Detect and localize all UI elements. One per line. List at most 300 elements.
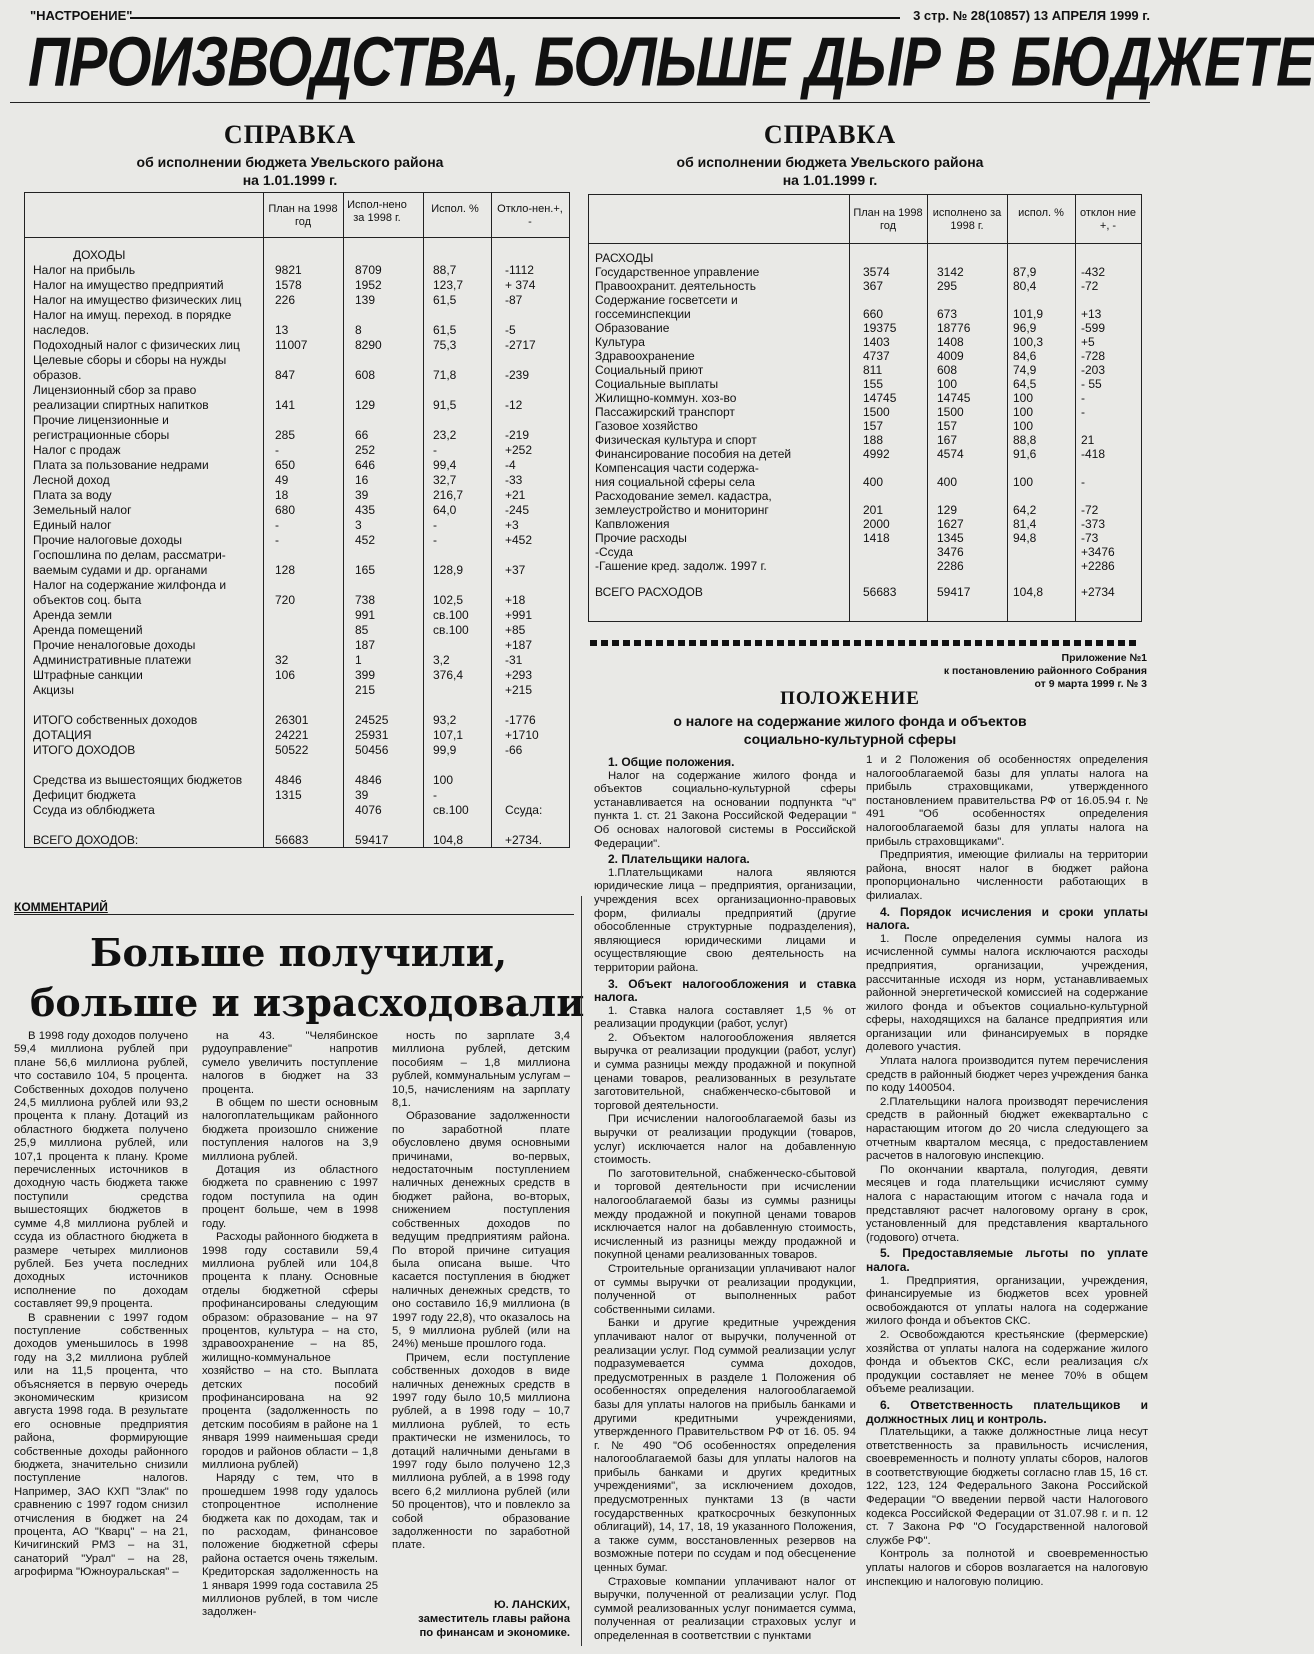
income-cell: -66 <box>505 743 523 757</box>
income-row-label: Налог на имущество физических лиц <box>33 293 242 307</box>
income-cell: 50522 <box>275 743 309 757</box>
law-paragraph: Налог на содержание жилого фонда и объектов социально-культурной сферы устанавливается на основании подпункта "ч" пункта 1. ст. 21 Закона Российской Федерации " Об основах налоговой системы в Российской Федерации". <box>594 769 856 850</box>
expense-cell: 74,9 <box>1013 363 1037 377</box>
income-row-label: Налог на содержание жилфонда и <box>33 578 227 592</box>
income-cell: +37 <box>505 563 526 577</box>
income-cell: +18 <box>505 593 526 607</box>
income-cell: +21 <box>505 488 526 502</box>
law-paragraph: При исчислении налогооблагаемой базы из выручки от реализации продукции (товаров, услуг) исключается налог на добавленную стоимость. <box>594 1113 856 1167</box>
income-cell: 107,1 <box>433 728 464 742</box>
comment-label: КОММЕНТАРИЙ <box>14 900 108 914</box>
expense-cell: 167 <box>937 433 958 447</box>
law-paragraph: Уплата налога производится путем перечисления средств в районный бюджет через учреждения банка по коду 1400504. <box>866 1055 1148 1095</box>
income-cell: -239 <box>505 368 530 382</box>
income-table <box>24 192 570 848</box>
expense-cell: 673 <box>937 307 958 321</box>
comment-column-2 <box>202 1030 378 1620</box>
income-cell: -33 <box>505 473 523 487</box>
income-cell: 165 <box>355 563 376 577</box>
income-cell: 285 <box>275 428 296 442</box>
income-cell: -2717 <box>505 338 536 352</box>
expense-cell: 100,3 <box>1013 335 1044 349</box>
income-row-label: Подоходный налог с физических лиц <box>33 338 240 352</box>
expense-cell: 101,9 <box>1013 307 1044 321</box>
polozhenie-subtitle-1: о налоге на содержание жилого фонда и объектов <box>673 713 1027 729</box>
income-cell: 39 <box>355 488 369 502</box>
income-row-label: Прочие неналоговые доходы <box>33 638 196 652</box>
income-row-label: объектов соц. быта <box>33 593 142 607</box>
comment-rule <box>14 914 574 915</box>
income-cell: - <box>433 443 437 457</box>
expense-cell: +2734 <box>1081 585 1115 599</box>
comment-column-3 <box>392 1030 570 1553</box>
income-cell: 18 <box>275 488 289 502</box>
law-paragraph: Предприятия, имеющие филиалы на территории района, вносят налог в бюджет района пропорционально численности работающих в филиалах. <box>866 849 1148 902</box>
polozhenie-subtitle-2: социально-культурной сферы <box>743 731 957 747</box>
income-cell: 435 <box>355 503 376 517</box>
income-cell: 13 <box>275 323 289 337</box>
income-cell: -87 <box>505 293 523 307</box>
income-cell: 61,5 <box>433 323 457 337</box>
income-row-label: Дефицит бюджета <box>33 788 136 802</box>
income-cell: 26301 <box>275 713 309 727</box>
income-cell: 8290 <box>355 338 382 352</box>
income-cell: 24221 <box>275 728 309 742</box>
expense-cell: 3476 <box>937 545 964 559</box>
expense-row-label: Содержание госветсети и <box>595 293 738 307</box>
income-cell: - <box>275 533 279 547</box>
expense-table <box>588 194 1142 622</box>
polozhenie-title: ПОЛОЖЕНИЕ <box>780 688 920 709</box>
income-cell: 991 <box>355 608 376 622</box>
income-cell: 1578 <box>275 278 302 292</box>
expense-cell: 21 <box>1081 433 1095 447</box>
income-cell: 75,3 <box>433 338 457 352</box>
income-cell: св.100 <box>433 803 469 817</box>
income-cell: 106 <box>275 668 296 682</box>
law-paragraph: 2. Объектом налогообложения является выручка от реализации продукции (работ, услуг) и сумма разницы между продажной и покупной ценами товаров, реализованных в результате заготовительной, снабженческо-сбытовой и торговой деятельности. <box>594 1031 856 1112</box>
expense-cell: 4009 <box>937 349 964 363</box>
expense-row-label: Финансирование пособия на детей <box>595 447 792 461</box>
income-cell: 25931 <box>355 728 389 742</box>
expense-cell: -728 <box>1081 349 1106 363</box>
comment-column-1 <box>14 1030 188 1580</box>
income-row-label: Налог на имущество предприятий <box>33 278 224 292</box>
expense-row-label: Компенсация части содержа- <box>595 461 759 475</box>
income-cell: св.100 <box>433 623 469 637</box>
income-cell: - <box>433 788 437 802</box>
income-cell: 49 <box>275 473 289 487</box>
expense-cell: 295 <box>937 279 958 293</box>
comment-paragraph: Расходы районного бюджета в 1998 году составили 59,4 миллиона рублей или 104,8 процента к плану. Основные отделы бюджетной сферы профинансированы следующим образом: образование – на 97 процентов, культура – на сто, здравоохранение – на 85, жилищно-коммунальное хозяйство – на сто. Выплата детских пособий профинансирована на 92 процента (задолженность по детским пособиям в районе на 1 января 1999 наименьшая среди городов и районов области – 1,8 миллиона рублей) <box>202 1231 378 1471</box>
expense-cell: 81,4 <box>1013 517 1037 531</box>
law-column-1 <box>594 754 856 1644</box>
income-row-label: наследов. <box>33 323 90 337</box>
expense-cell: 104,8 <box>1013 585 1044 599</box>
income-cell: 9821 <box>275 263 302 277</box>
income-cell: +252 <box>505 443 533 457</box>
expense-cell: 3574 <box>863 265 890 279</box>
income-cell: 100 <box>433 773 454 787</box>
income-row-label: Прочие налоговые доходы <box>33 533 183 547</box>
expense-col-plan: План на 1998 год <box>853 207 923 232</box>
income-cell: 123,7 <box>433 278 464 292</box>
law-paragraph: Контроль за полнотой и своевременностью уплаты налогов и сборов возлагается на налоговую инспекцию и налоговую полицию. <box>866 1548 1148 1588</box>
income-cell: 61,5 <box>433 293 457 307</box>
law-paragraph: 1. Ставка налога составляет 1,5 % от реализации продукции (работ, услуг) <box>594 1004 856 1031</box>
expense-cell: 400 <box>937 475 958 489</box>
comment-paragraph: ность по зарплате 3,4 миллиона рублей, детским пособиям – 1,8 миллиона рублей, коммунальным услугам – 10,5, начислениям на зарплату 8,1. <box>392 1030 570 1110</box>
signature-name: Ю. ЛАНСКИХ, <box>493 1599 570 1611</box>
income-title: СПРАВКА <box>223 120 357 149</box>
law-paragraph: 1.Плательщиками налога являются юридические лица – предприятия, организации, учреждения всех организационно-правовых форм, филиалы предприятий (другие обособленные структурные подразделения), являющиеся юридическими лицами и осуществляющие свою деятельность на территории района. <box>594 866 856 974</box>
expense-row-label: Расходование земел. кадастра, <box>595 489 772 503</box>
income-row-label: Ссуда из облбюджета <box>33 803 155 817</box>
income-cell: 4846 <box>275 773 302 787</box>
income-cell: 1315 <box>275 788 302 802</box>
expense-cell: 87,9 <box>1013 265 1037 279</box>
expense-row-label: Капвложения <box>595 517 670 531</box>
income-cell: св.100 <box>433 608 469 622</box>
income-col-plan: План на 1998 год <box>268 203 338 228</box>
comment-paragraph: Дотация из областного бюджета по сравнению с 1997 годом поступила на один процент больше, чем в 1998 году. <box>202 1164 378 1230</box>
comment-paragraph: Причем, если поступление собственных доходов в виде наличных денежных средств в 1997 году было 10,5 миллиона рублей, а в 1998 году – 10,7 миллиона рублей, то есть практически не изменилось, то дотаций наличными деньгами в 1997 году было получено 12,3 миллиона рублей, а в 1998 году всего 6,2 миллиона рублей (или 50 процентов), что и повлекло за собой образование задолженности по заработной плате. <box>392 1351 570 1552</box>
income-row-label: ДОХОДЫ <box>73 248 126 262</box>
income-row-label: Плата за воду <box>33 488 112 502</box>
income-col-dev: Откло-нен.+, - <box>497 203 563 228</box>
income-cell: 129 <box>355 398 376 412</box>
expense-cell: 1408 <box>937 335 964 349</box>
income-cell: +991 <box>505 608 533 622</box>
income-cell: 376,4 <box>433 668 464 682</box>
expense-cell: 84,6 <box>1013 349 1037 363</box>
income-col-percent: Испол. % <box>431 203 479 215</box>
expense-cell: 4574 <box>937 447 964 461</box>
law-paragraph: Страховые компании уплачивают налог от выручки, полученной от реализации услуг. Под суммой реализованных услуг понимается сумма, полученная от реализации страховых услуг и определенная в соответствии с пунктами <box>594 1575 856 1642</box>
income-cell: 93,2 <box>433 713 457 727</box>
income-cell: 8709 <box>355 263 382 277</box>
income-cell: 738 <box>355 593 376 607</box>
law-heading: 6. Ответственность плательщиков и должностных лиц и контроль. <box>866 1397 1148 1426</box>
expense-cell: 100 <box>1013 391 1034 405</box>
law-paragraph: Плательщики, а также должностные лица несут ответственность за правильность исчисления, своевременность и полноту уплаты сборов, налогов в соответствующие бюджеты согласно глав 15, 16 ст. 122, 123, 124 Федерального Закона Российской Федерации "О введении первой части Налогового кодекса Российской Федерации от 31.07.98 г. и п. 12 ст. 7 Закона РФ "О Государственной налоговой службе РФ". <box>866 1426 1148 1547</box>
income-cell: 88,7 <box>433 263 457 277</box>
expense-cell: 91,6 <box>1013 447 1037 461</box>
income-cell: 11007 <box>275 338 308 352</box>
expense-cell: -418 <box>1081 447 1106 461</box>
income-cell: 680 <box>275 503 296 517</box>
law-paragraph: 1 и 2 Положения об особенностях определения налогооблагаемой базы для уплаты налога на прибыль страховщиками, утвержденного постановлением правительства РФ от 16.05.94 г. № 491 "Об особенностях определения налогооблагаемой базы для уплаты налога на прибыль страховщиками". <box>866 754 1148 848</box>
expense-cell: - <box>1081 391 1085 405</box>
income-row-label: Целевые сборы и сборы на нужды <box>33 353 227 367</box>
income-cell: 66 <box>355 428 369 442</box>
comment-paragraph: Образование задолженности по заработной плате обусловлено двумя основными причинами, во-первых, недостаточным поступлением наличных денежных средств в бюджет района, во-вторых, снижением поступления собственных доходов по ведущим предприятиям района. По второй причине ситуация была описана выше. Что касается поступления в бюджет наличных денежных средств, то оно составило 16,9 миллиона (в 1997 году 22,8), что оказалось на 5, 9 миллиона рублей (или на 24%) меньше прошлого года. <box>392 1110 570 1351</box>
income-cell: +293 <box>505 668 533 682</box>
expense-cell: 188 <box>863 433 884 447</box>
law-paragraph: Строительные организации уплачивают налог от суммы выручки от реализации продукции, полученной от выполненных работ собственными силами. <box>594 1262 856 1316</box>
income-cell: 128,9 <box>433 563 464 577</box>
law-paragraph: 1. После определения суммы налога из исчисленной суммы налога исключаются расходы предприятия, организации, учреждения, рассчитанные исходя из норм, устанавливаемых районной энергетической комиссией на содержание жилого фонда и объектов социально-культурной сферы, находящихся на балансе предприятия или организации или финансируемых в порядке долевого участия. <box>866 932 1148 1054</box>
income-cell: Ссуда: <box>505 803 543 817</box>
expense-cell: +3476 <box>1081 545 1115 559</box>
column-divider <box>581 896 582 1646</box>
expense-cell: 2000 <box>863 517 890 531</box>
expense-cell: 157 <box>937 419 958 433</box>
income-cell: 99,9 <box>433 743 457 757</box>
expense-cell: 157 <box>863 419 884 433</box>
headline: ПРОИЗВОДСТВА, БОЛЬШЕ ДЫР В БЮДЖЕТЕ <box>28 23 1314 102</box>
comment-paragraph: В общем по шести основным налогоплательщикам районного бюджета произошло снижение поступления налогов на 3,9 миллиона рублей. <box>202 1097 378 1163</box>
income-row-label: Аренда земли <box>33 608 112 622</box>
expense-cell: 4992 <box>863 447 890 461</box>
income-cell: 4076 <box>355 803 382 817</box>
expense-cell: -72 <box>1081 279 1099 293</box>
expense-col-dev: отклон ние +, - <box>1080 207 1136 232</box>
income-cell: 8 <box>355 323 362 337</box>
law-heading: 2. Плательщики налога. <box>608 852 750 867</box>
law-heading: 1. Общие положения. <box>608 755 735 769</box>
income-cell: 59417 <box>355 833 389 847</box>
appendix-line-3: от 9 марта 1999 г. № 3 <box>1034 678 1147 690</box>
expense-row-label: госсеминспекции <box>595 307 691 321</box>
income-cell: 720 <box>275 593 296 607</box>
expense-cell: - <box>1081 405 1085 419</box>
income-cell: 32,7 <box>433 473 457 487</box>
income-cell: 608 <box>355 368 376 382</box>
income-row-label: Налог с продаж <box>33 443 121 457</box>
masthead-rule <box>130 17 900 19</box>
income-cell: 187 <box>355 638 376 652</box>
income-cell: +1710 <box>505 728 539 742</box>
expense-cell: 100 <box>1013 475 1034 489</box>
expense-cell: 18776 <box>937 321 971 335</box>
income-subtitle-1: об исполнении бюджета Увельского района <box>136 154 444 170</box>
expense-cell: -432 <box>1081 265 1106 279</box>
income-cell: 23,2 <box>433 428 457 442</box>
expense-cell: -72 <box>1081 503 1099 517</box>
paper-name: "НАСТРОЕНИЕ" <box>30 8 133 23</box>
income-row-label: Аренда помещений <box>33 623 143 637</box>
income-row-label: Акцизы <box>33 683 74 697</box>
income-row-label: ДОТАЦИЯ <box>33 728 92 742</box>
income-cell: +452 <box>505 533 533 547</box>
income-subtitle-2: на 1.01.1999 г. <box>242 172 338 188</box>
income-cell: -31 <box>505 653 523 667</box>
income-cell: - <box>433 533 437 547</box>
income-cell: 16 <box>355 473 369 487</box>
dotted-divider <box>590 640 1140 646</box>
expense-cell: -599 <box>1081 321 1106 335</box>
income-row-label: регистрационные сборы <box>33 428 170 442</box>
income-cell: -12 <box>505 398 523 412</box>
expense-row-label: -Гашение кред. задолж. 1997 г. <box>595 559 767 573</box>
expense-cell: 201 <box>863 503 884 517</box>
expense-row-label: Газовое хозяйство <box>595 419 698 433</box>
income-cell: +2734. <box>505 833 543 847</box>
income-cell: 99,4 <box>433 458 457 472</box>
income-cell: +3 <box>505 518 519 532</box>
expense-row-label: ния социальной сферы села <box>595 475 755 489</box>
expense-title: СПРАВКА <box>763 120 897 149</box>
income-cell: 216,7 <box>433 488 464 502</box>
income-row-label: реализации спиртных напитков <box>33 398 209 412</box>
income-cell: - <box>275 443 279 457</box>
income-row-label: Штрафные санкции <box>33 668 143 682</box>
income-cell: 252 <box>355 443 376 457</box>
law-column-2 <box>866 754 1148 1589</box>
income-cell: + 374 <box>505 278 536 292</box>
income-cell: 650 <box>275 458 296 472</box>
appendix-line-1: Приложение №1 <box>1061 652 1147 664</box>
expense-cell: 2286 <box>937 559 964 573</box>
income-row-label: Средства из вышестоящих бюджетов <box>33 773 243 787</box>
expense-cell: 1627 <box>937 517 964 531</box>
law-heading: 3. Объект налогообложения и ставка налога. <box>594 976 856 1005</box>
expense-cell: 88,8 <box>1013 433 1037 447</box>
expense-cell: 59417 <box>937 585 971 599</box>
income-cell: -245 <box>505 503 530 517</box>
expense-cell: 367 <box>863 279 884 293</box>
income-row-label: ИТОГО ДОХОДОВ <box>33 743 136 757</box>
income-row-label: Единый налог <box>33 518 112 532</box>
comment-paragraph: на 43. "Челябинское рудоуправление" напротив сумело увеличить поступление налогов в бюджет на 33 процента. <box>202 1030 378 1096</box>
income-cell: -4 <box>505 458 516 472</box>
signature-title: заместитель главы района <box>418 1613 570 1625</box>
income-cell: 1952 <box>355 278 382 292</box>
issue-info: 3 стр. № 28(10857) 13 АПРЕЛЯ 1999 г. <box>913 8 1150 23</box>
income-row-label: Земельный налог <box>33 503 132 517</box>
income-row-label: Налог на прибыль <box>33 263 136 277</box>
income-cell: 39 <box>355 788 369 802</box>
expense-col-actual: исполнено за 1998 г. <box>932 207 1002 232</box>
expense-subtitle-1: об исполнении бюджета Увельского района <box>676 154 984 170</box>
income-cell: 56683 <box>275 833 309 847</box>
income-cell: - <box>433 518 437 532</box>
expense-cell: 64,2 <box>1013 503 1037 517</box>
income-cell: 102,5 <box>433 593 464 607</box>
expense-cell: - <box>1081 475 1085 489</box>
appendix-line-2: к постановлению районного Собрания <box>943 665 1147 677</box>
income-cell: +85 <box>505 623 526 637</box>
expense-cell: 660 <box>863 307 884 321</box>
expense-row-label: Социальный приют <box>595 363 704 377</box>
expense-row-label: Здравоохранение <box>595 349 695 363</box>
income-cell: 452 <box>355 533 376 547</box>
income-cell: - <box>275 518 279 532</box>
appendix-note <box>944 652 1147 691</box>
law-paragraph: 2.Плательщики налога производят перечисления средств в районный бюджет ежеквартально с нарастающим итогом до 20 числа следующего за отчетным кварталом месяца, с предоставлением расчетов в налоговую инспекцию. <box>866 1095 1148 1163</box>
expense-cell: 1345 <box>937 531 964 545</box>
expense-row-label: Жилищно-коммун. хоз-во <box>595 391 737 405</box>
comment-paragraph: В сравнении с 1997 годом поступление собственных доходов уменьшилось в 1998 году на 3,2 миллиона рублей или на 11,5 процента, что объясняется в первую очередь экономическим кризисом августа 1998 года. В результате его основные предприятия района, формирующие собственные доходы районного бюджета, значительно снизили поступление налогов. Например, ЗАО КХП "Злак" по сравнению с 1997 годом снизил отчисления в бюджет на 24 процента, АО "Кварц" – на 21, Кичигинский РМЗ – на 31, санаторий "Урал" – на 28, агрофирма "Южноуральская" – <box>14 1311 188 1579</box>
comment-title-line-2: больше и израсходовали <box>30 980 585 1025</box>
comment-signature <box>392 1598 570 1640</box>
expense-cell: 1418 <box>863 531 890 545</box>
income-cell: 399 <box>355 668 376 682</box>
law-paragraph: Банки и другие кредитные учреждения уплачивают налог от выручки, полученной от реализации услуг. Под суммой реализации услуг подразумевается сумма доходов, предусмотренных в разделе 1 Положения об особенностях определения налогооблагаемой базы для уплаты налогов на прибыль банками и другими кредитными учреждениями, утвержденного Правительством РФ от 16. 05. 94 г. № 490 "Об особенностях определения налогооблагаемой базы для уплаты налогов на прибыль банками и других кредитных учреждениями", за исключением доходов, предусмотренных пунктами 13 (в части государственных краткосрочных безкупонных облигаций), 14, 17, 18, 19 указанного Положения, а также сумм, восстановленных резервов на возможные потери по ссудам и под обесценение ценных бумаг. <box>594 1317 856 1575</box>
income-cell: 141 <box>275 398 296 412</box>
expense-cell: 129 <box>937 503 958 517</box>
comment-title-line-1: Больше получили, <box>90 930 508 975</box>
income-cell: 139 <box>355 293 376 307</box>
expense-cell: 3142 <box>937 265 964 279</box>
income-cell: 64,0 <box>433 503 457 517</box>
expense-cell: 100 <box>1013 419 1034 433</box>
income-cell: 71,8 <box>433 368 457 382</box>
income-cell: 3,2 <box>433 653 450 667</box>
expense-row-label: РАСХОДЫ <box>595 251 654 265</box>
income-cell: 32 <box>275 653 289 667</box>
expense-cell: 100 <box>937 377 958 391</box>
expense-cell: -73 <box>1081 531 1099 545</box>
income-row-label: ИТОГО собственных доходов <box>33 713 198 727</box>
expense-row-label: Физическая культура и спорт <box>595 433 757 447</box>
expense-cell: 64,5 <box>1013 377 1037 391</box>
expense-row-label: Социальные выплаты <box>595 377 719 391</box>
income-row-label: Лицензионный сбор за право <box>33 383 197 397</box>
expense-row-label: Прочие расходы <box>595 531 687 545</box>
expense-cell: 94,8 <box>1013 531 1037 545</box>
expense-cell: +5 <box>1081 335 1095 349</box>
expense-cell: 1403 <box>863 335 890 349</box>
income-cell: 1 <box>355 653 362 667</box>
expense-row-label: Культура <box>595 335 645 349</box>
income-cell: 91,5 <box>433 398 457 412</box>
income-cell: 85 <box>355 623 369 637</box>
expense-subtitle-2: на 1.01.1999 г. <box>782 172 878 188</box>
expense-cell: 4737 <box>863 349 890 363</box>
income-cell: -1776 <box>505 713 536 727</box>
headline-rule <box>10 102 1150 103</box>
expense-cell: 155 <box>863 377 884 391</box>
expense-cell: 14745 <box>863 391 897 405</box>
income-row-label: Госпошлина по делам, рассматри- <box>33 548 226 562</box>
income-cell: 50456 <box>355 743 389 757</box>
expense-cell: 1500 <box>937 405 964 419</box>
expense-cell: 14745 <box>937 391 971 405</box>
income-cell: -5 <box>505 323 516 337</box>
income-cell: 3 <box>355 518 362 532</box>
law-heading: 4. Порядок исчисления и сроки уплаты налога. <box>866 904 1148 933</box>
income-cell: 646 <box>355 458 376 472</box>
expense-cell: 100 <box>1013 405 1034 419</box>
expense-cell: 400 <box>863 475 884 489</box>
income-cell: -1112 <box>505 263 534 277</box>
expense-cell: 19375 <box>863 321 897 335</box>
income-cell: -219 <box>505 428 530 442</box>
income-cell: +187 <box>505 638 533 652</box>
income-row-label: образов. <box>33 368 82 382</box>
income-row-label: ВСЕГО ДОХОДОВ: <box>33 833 139 847</box>
income-row-label: Лесной доход <box>33 473 110 487</box>
income-cell: 104,8 <box>433 833 464 847</box>
expense-cell: 56683 <box>863 585 897 599</box>
income-cell: 226 <box>275 293 296 307</box>
income-cell: +215 <box>505 683 533 697</box>
comment-paragraph: Наряду с тем, что в прошедшем 1998 году удалось стопроцентное исполнение бюджета как по доходам, так и по расходам, финансовое положение бюджетной сферы района остается очень тяжелым. Кредиторская задолженность на 1 января 1999 года составила 25 миллионов рублей, в том числе задолжен- <box>202 1472 378 1619</box>
income-row-label: Прочие лицензионные и <box>33 413 169 427</box>
income-row-label: Налог на имущ. переход. в порядке <box>33 308 232 322</box>
comment-paragraph: В 1998 году доходов получено 59,4 миллиона рублей при плане 56,6 миллиона рублей, что составило 104, 5 процента. Собственных доходов получено 24,5 миллиона рублей или 93,2 процента к плану. Дотаций из областного бюджета получено 25,9 миллиона рублей, или 107,1 процента к плану. Кроме перечисленных источников в доходную часть бюджета также поступили средства вышестоящих бюджетов в сумме 4,8 миллиона рублей и ссуда из областного бюджета в размере четырех миллионов рублей. Без учета последних доходных источников исполнение по доходам составляет 99,9 процента. <box>14 1030 188 1311</box>
law-paragraph: 1. Предприятия, организации, учреждения, финансируемые из бюджетов всех уровней освобождаются от уплаты налога на содержание жилого фонда и объектов СКС. <box>866 1274 1148 1328</box>
expense-row-label: землеустройство и мониторинг <box>595 503 769 517</box>
expense-cell: 1500 <box>863 405 890 419</box>
expense-cell: -373 <box>1081 517 1106 531</box>
income-col-actual: Испол-нено за 1998 г. <box>347 199 407 224</box>
law-paragraph: По окончании квартала, полугодия, девяти месяцев и года плательщики исчисляют сумму налога с нарастающим итогом с начала года и представляют расчет налоговому органу в срок, установленный для представления квартального (годового) отчета. <box>866 1163 1148 1244</box>
income-row-label: Административные платежи <box>33 653 192 667</box>
income-cell: 215 <box>355 683 376 697</box>
